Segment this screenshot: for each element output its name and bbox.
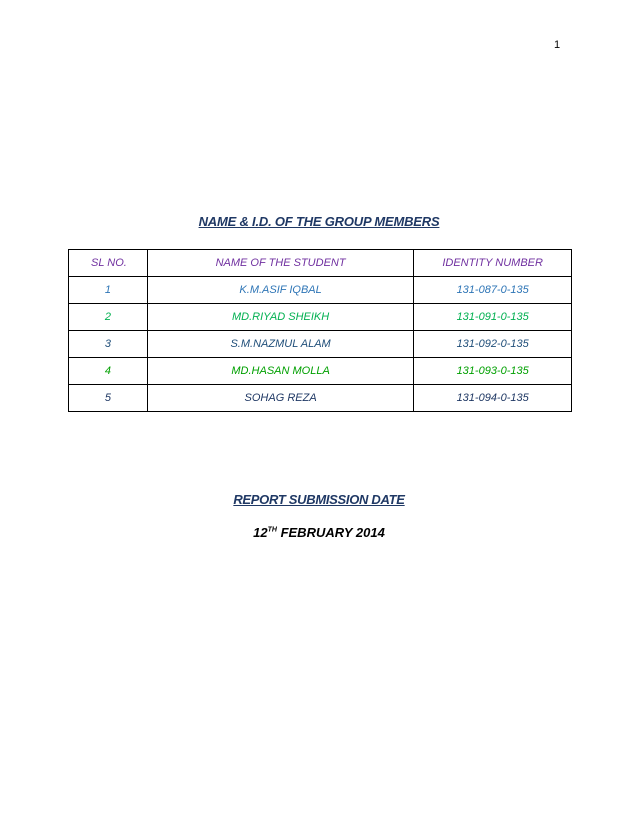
row-identity-number: 131-091-0-135 [414, 304, 572, 331]
row-sl-no: 3 [69, 331, 148, 358]
header-sl-no: SL NO. [69, 250, 148, 277]
row-identity-number: 131-093-0-135 [414, 358, 572, 385]
row-student-name: S.M.NAZMUL ALAM [147, 331, 413, 358]
row-student-name: K.M.ASIF IQBAL [147, 277, 413, 304]
row-identity-number: 131-092-0-135 [414, 331, 572, 358]
header-identity-number: IDENTITY NUMBER [414, 250, 572, 277]
table-row [69, 358, 572, 385]
table-header-row [69, 250, 572, 277]
group-members-heading: NAME & I.D. OF THE GROUP MEMBERS [198, 214, 440, 229]
page-number: 1 [554, 39, 561, 51]
row-sl-no: 5 [69, 385, 148, 412]
row-student-name: MD.HASAN MOLLA [147, 358, 413, 385]
submission-day-suffix: TH [267, 526, 277, 534]
submission-date-label: REPORT SUBMISSION DATE [233, 492, 405, 507]
table-row [69, 277, 572, 304]
row-identity-number: 131-094-0-135 [414, 385, 572, 412]
table-row [69, 331, 572, 358]
row-sl-no: 2 [69, 304, 148, 331]
header-student-name: NAME OF THE STUDENT [147, 250, 413, 277]
table-row [69, 385, 572, 412]
submission-date [0, 525, 638, 540]
submission-day: 12 [253, 525, 268, 540]
submission-month-year: FEBRUARY 2014 [280, 525, 385, 540]
row-student-name: SOHAG REZA [147, 385, 413, 412]
row-sl-no: 4 [69, 358, 148, 385]
table-row [69, 304, 572, 331]
row-student-name: MD.RIYAD SHEIKH [147, 304, 413, 331]
row-sl-no: 1 [69, 277, 148, 304]
row-identity-number: 131-087-0-135 [414, 277, 572, 304]
group-members-table [68, 249, 572, 412]
